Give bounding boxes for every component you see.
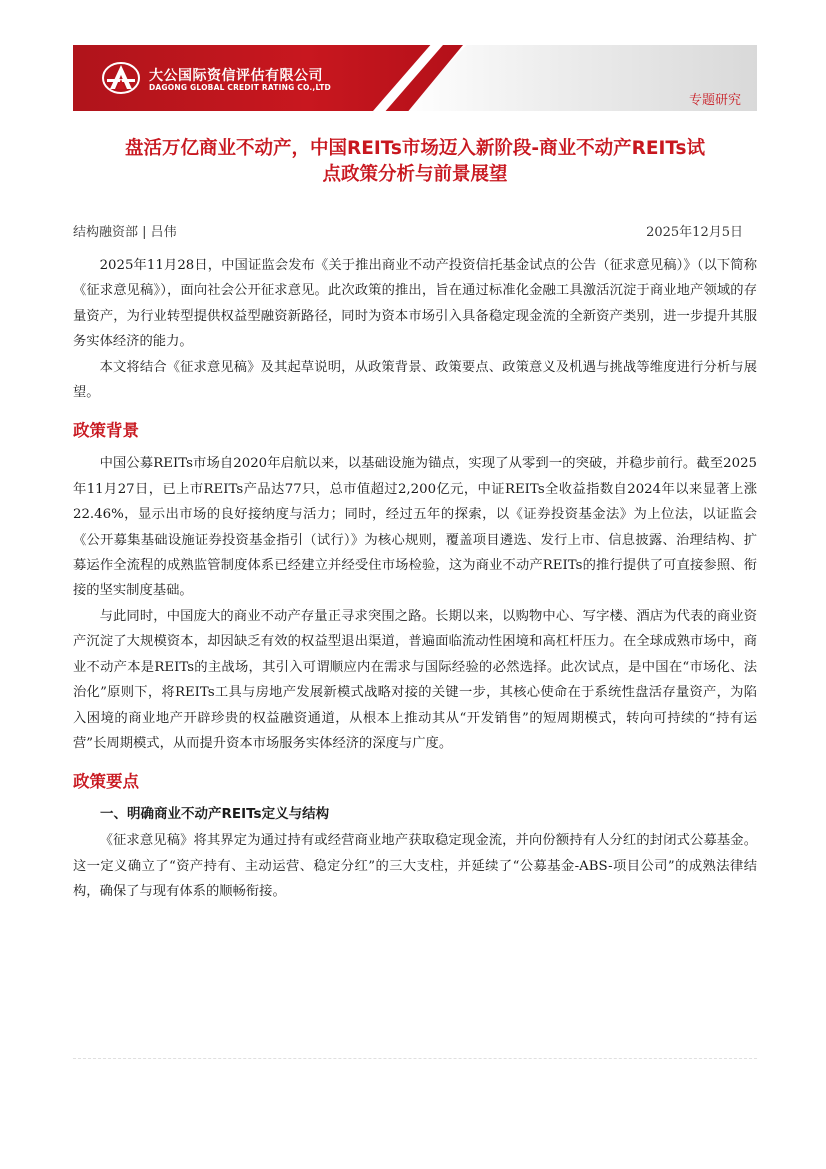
dagong-logo-icon (101, 59, 141, 97)
report-title (73, 136, 757, 188)
page-header (73, 45, 757, 111)
page-footer-divider (73, 1030, 757, 1059)
report-title-line-2: 点政策分析与前景展望 (322, 164, 508, 185)
section-label: 专题研究 (688, 93, 741, 108)
company-name-en: DAGONG GLOBAL CREDIT RATING CO.,LTD (149, 83, 331, 92)
subsection-heading-definition: 一、明确商业不动产REITs定义与结构 (100, 806, 330, 823)
report-meta (73, 221, 757, 239)
intro-paragraph: 本文将结合《征求意见稿》及其起草说明，从政策背景、政策要点、政策意义及机遇与挑战等维度进行分析与展望。 (73, 359, 757, 401)
intro-paragraph: 2025年11月28日，中国证监会发布《关于推出商业不动产投资信托基金试点的公告（征求意见稿）》（以下简称《征求意见稿》），面向社会公开征求意见。此次政策的推出，旨在通过标准化金融工具激活沉淀于商业地产领域的存量资产，为行业转型提供权益型融资新路径，同时为资本市场引入具备稳定现金流的全新资产类别，进一步提升其服务实体经济的能力。 (73, 258, 757, 350)
section-heading-background: 政策背景 (73, 421, 139, 441)
background-paragraph: 中国公募REITs市场自2020年启航以来，以基础设施为锚点，实现了从零到一的突破，并稳步前行。截至2025年11月27日，已上市REITs产品达77只，总市值超过2,200亿元，中证REITs全收益指数自2024年以来显著上涨22.46%，显示出市场的良好接纳度与活力；同时，经过五年的探索，以《证券投资基金法》为上位法，以证监会《公开募集基础设施证券投资基金指引（试行）》为核心规则，覆盖项目遴选、发行上市、信息披露、治理结构、扩募运作全流程的成熟监管制度体系已经建立并经受住市场检验，这为商业不动产REITs的推行提供了可直接参照、衔接的坚实制度基础。 (73, 456, 757, 599)
report-date: 2025年12月5日 (646, 225, 743, 240)
report-title-line-1: 盘活万亿商业不动产，中国REITs市场迈入新阶段-商业不动产REITs试 (124, 138, 706, 159)
background-paragraph: 与此同时，中国庞大的商业不动产存量正寻求突围之路。长期以来，以购物中心、写字楼、酒店为代表的商业资产沉淀了大规模资本，却因缺乏有效的权益型退出渠道，普遍面临流动性困境和高杠杆压力。在全球成熟市场中，商业不动产本是REITs的主战场，其引入可谓顺应内在需求与国际经验的必然选择。此次试点，是中国在“市场化、法治化”原则下，将REITs工具与房地产发展新模式战略对接的关键一步，其核心使命在于系统性盘活存量资产，为陷入困境的商业地产开辟珍贵的权益融资通道，从根本上推动其从“开发销售”的短周期模式，转向可持续的“持有运营”长周期模式，从而提升资本市场服务实体经济的深度与广度。 (73, 608, 757, 751)
section-heading-key-points: 政策要点 (73, 772, 139, 792)
company-name-cn: 大公国际资信评估有限公司 (149, 68, 323, 84)
key-points-paragraph: 《征求意见稿》将其界定为通过持有或经营商业地产获取稳定现金流，并向份额持有人分红的封闭式公募基金。这一定义确立了“资产持有、主动运营、稳定分红”的三大支柱，并延续了“公募基金-ABS-项目公司”的成熟法律结构，确保了与现有体系的顺畅衔接。 (73, 833, 757, 900)
department-author: 结构融资部 | 吕伟 (73, 225, 177, 240)
report-body (73, 253, 757, 905)
